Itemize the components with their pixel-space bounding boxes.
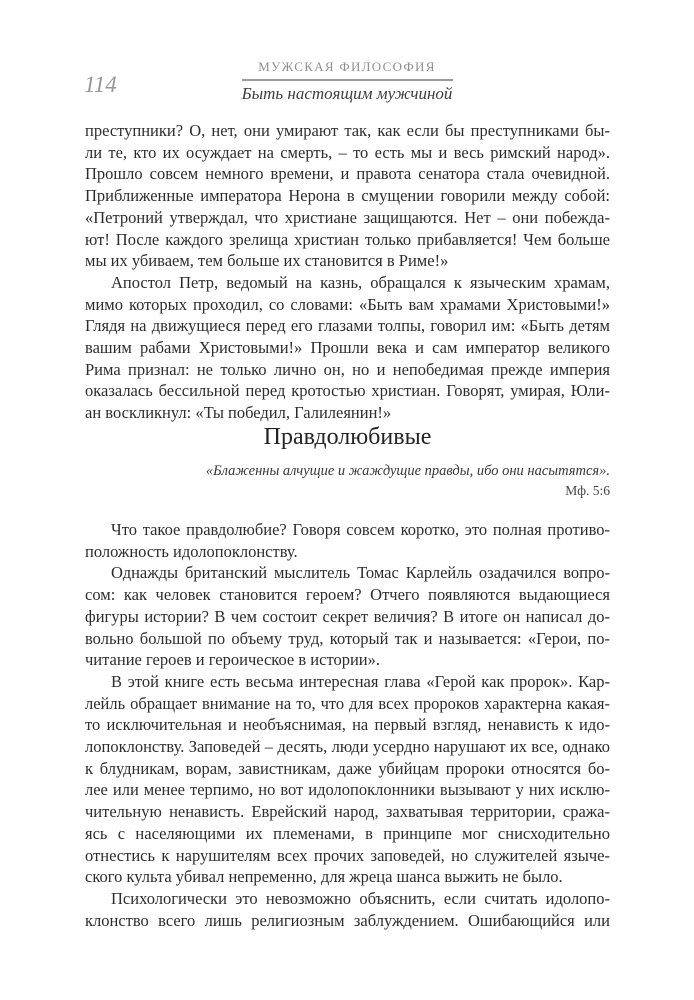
series-title: МУЖСКАЯ ФИЛОСОФИЯ bbox=[258, 59, 436, 74]
text-line: мы их убиваем, тем больше их становится в Риме!» bbox=[85, 251, 449, 271]
epigraph-text: «Блаженны алчущие и жаждущие правды, ибо они насытятся». bbox=[205, 463, 610, 479]
book-title: Быть настоящим мужчиной bbox=[241, 84, 453, 103]
text-line: лее или менее терпимо, но вот идолопоклонники вызывают у них исклю- bbox=[85, 780, 610, 800]
text-line: Глядя на движущиеся перед его глазами толпы, говорил им: «Быть детям bbox=[85, 316, 610, 336]
text-line: ют! После каждого зрелища христиан только прибавляется! Чем больше bbox=[85, 229, 610, 249]
text-line: читание героев и героическое в истории». bbox=[85, 650, 380, 670]
text-line: Психологически это невозможно объяснить, если считать идолопо- bbox=[111, 888, 610, 908]
text-line: «Петроний утверждал, что христиане защищаются. Нет – они побежда- bbox=[85, 207, 610, 227]
text-line: к блудникам, ворам, завистникам, даже убийцам пророки относятся бо- bbox=[85, 758, 610, 778]
text-line: фигуры истории? В чем состоит секрет величия? В итоге он написал до- bbox=[85, 606, 610, 626]
section-heading: Правдолюбивые bbox=[263, 424, 432, 450]
paragraph bbox=[85, 120, 610, 272]
text-line: преступники? О, нет, они умирают так, как если бы преступниками бы- bbox=[85, 121, 610, 140]
text-line: мимо которых проходил, со словами: «Быть вам храмами Христовыми!» bbox=[85, 294, 610, 314]
text-line: то исключительная и необъяснимая, на первый взгляд, ненависть к идо- bbox=[85, 715, 610, 735]
text-line: Что такое правдолюбие? Говоря совсем коротко, это полная противо- bbox=[111, 520, 610, 539]
paragraph bbox=[85, 272, 610, 424]
header-rule bbox=[242, 79, 453, 81]
text-line: лейль обращает внимание на то, что для всех пророков характерна какая- bbox=[85, 693, 610, 713]
running-head bbox=[0, 59, 694, 104]
text-block-top bbox=[85, 120, 610, 424]
paragraph bbox=[85, 519, 610, 562]
text-line: Однажды британский мыслитель Томас Карлейль озадачился вопро- bbox=[111, 563, 610, 583]
text-line: Апостол Петр, ведомый на казнь, обращался к языческим храмам, bbox=[111, 272, 610, 292]
epigraph-source: Мф. 5:6 bbox=[565, 483, 610, 498]
text-line: клонство всего лишь религиозным заблуждением. Ошибающийся или bbox=[85, 910, 610, 930]
text-line: Прошло совсем немного времени, и правота сенатора стала очевидной. bbox=[85, 164, 610, 184]
text-line: чительную ненависть. Еврейский народ, захватывая территории, сража- bbox=[85, 802, 610, 822]
text-line: ли те, кто их осуждает на смерть, – то есть мы и весь римский народ». bbox=[85, 142, 610, 162]
text-line: лопоклонству. Заповедей – десять, люди усердно нарушают их все, однако bbox=[85, 737, 610, 757]
epigraph bbox=[85, 461, 610, 501]
text-line: сом: как человек становится героем? Отчего появляются выдающиеся bbox=[85, 585, 610, 605]
paragraph bbox=[85, 888, 610, 931]
text-block-bottom bbox=[85, 519, 610, 931]
text-line: ан воскликнул: «Ты победил, Галилеянин!» bbox=[85, 403, 392, 423]
text-line: ясь с населяющими их племенами, в принципе мог снисходительно bbox=[85, 823, 610, 843]
text-line: Приближенные императора Нерона в смущении говорили между собой: bbox=[85, 186, 610, 206]
page-number: 114 bbox=[84, 72, 117, 97]
text-line: Рима признал: не только лично он, но и непобедимая прежде империя bbox=[85, 359, 610, 379]
text-line: В этой книге есть весьма интересная глава «Герой как пророк». Кар- bbox=[111, 671, 610, 691]
text-line: оказалась бессильной перед кротостью христиан. Говорят, умирая, Юли- bbox=[85, 381, 610, 401]
paragraph bbox=[85, 671, 610, 888]
text-line: отнестись к нарушителям всех прочих заповедей, но служителей языче- bbox=[85, 845, 610, 865]
text-line: вашим рабами Христовыми!» Прошли века и сам император великого bbox=[85, 338, 610, 358]
text-line: положность идолопоклонству. bbox=[85, 541, 298, 561]
text-line: вольно большой по объему труд, который так и называется: «Герои, по- bbox=[85, 628, 610, 648]
paragraph bbox=[85, 562, 610, 671]
text-line: ского культа убивал непременно, для жреца шанса выжить не было. bbox=[85, 867, 563, 887]
